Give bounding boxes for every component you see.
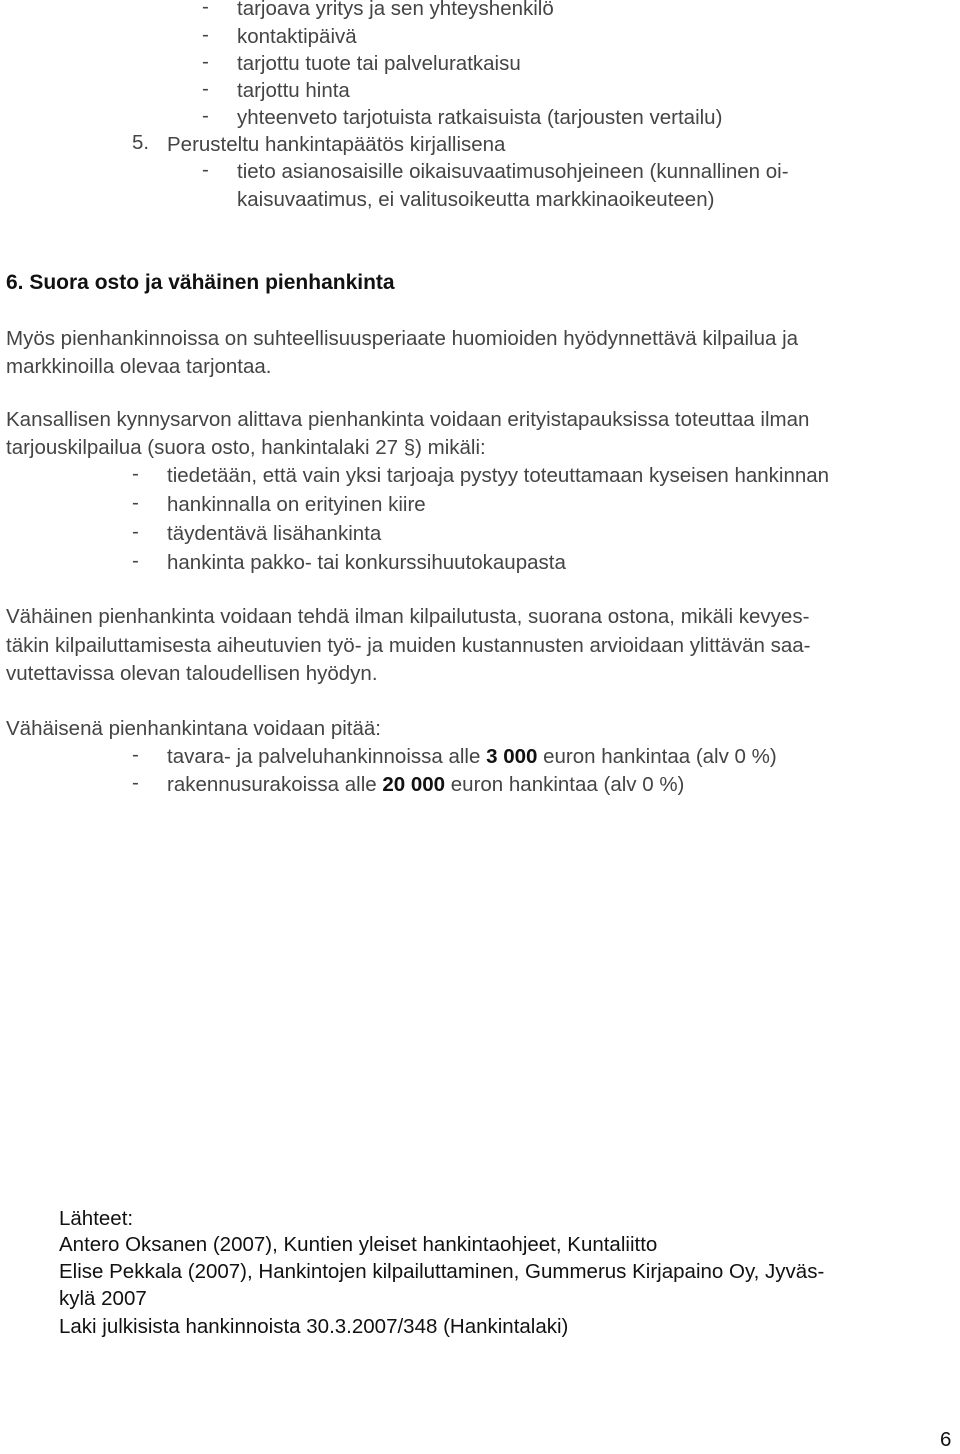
limit-text-after: euron hankintaa (alv 0 %): [537, 745, 777, 768]
list-item: [167, 771, 684, 799]
list-dash: -: [202, 0, 209, 18]
list-dash: -: [202, 104, 209, 127]
sources-label: Lähteet:: [59, 1207, 134, 1230]
limit-text-before: tavara- ja palveluhankinnoissa alle: [167, 745, 487, 768]
paragraph-line: vutettavissa olevan taloudellisen hyödyn.: [6, 662, 378, 685]
list-dash: -: [202, 23, 209, 46]
paragraph-line: Kansallisen kynnysarvon alittava pienhankinta voidaan erityistapauksissa toteuttaa ilman: [6, 408, 810, 431]
list-dash: -: [132, 462, 139, 485]
list-dash: -: [202, 158, 209, 181]
list-dash: -: [132, 491, 139, 514]
list-item: tieto asianosaisille oikaisuvaatimusohjeineen (kunnallinen oi-: [237, 160, 789, 183]
list-item: yhteenveto tarjotuista ratkaisuista (tarjousten vertailu): [237, 106, 723, 129]
limit-amount: 3 000: [486, 745, 538, 768]
paragraph-line: täkin kilpailuttamisesta aiheutuvien työ- ja muiden kustannusten arvioidaan ylittävän saa-: [6, 634, 811, 657]
step-number: 5.: [132, 131, 150, 154]
list-item-continuation: kaisuvaatimus, ei valitusoikeutta markkinaoikeuteen): [237, 188, 715, 211]
list-dash: -: [132, 520, 139, 543]
list-item: kontaktipäivä: [237, 25, 357, 48]
source-line: kylä 2007: [59, 1287, 147, 1310]
source-line: Laki julkisista hankinnoista 30.3.2007/348 (Hankintalaki): [59, 1315, 569, 1338]
list-dash: -: [132, 743, 139, 766]
source-line: Elise Pekkala (2007), Hankintojen kilpailuttaminen, Gummerus Kirjapaino Oy, Jyväs-: [59, 1260, 825, 1283]
limit-text-after: euron hankintaa (alv 0 %): [445, 773, 685, 796]
list-item: hankinta pakko- tai konkurssihuutokaupasta: [167, 551, 566, 574]
list-item: täydentävä lisähankinta: [167, 522, 382, 545]
list-dash: -: [202, 50, 209, 73]
list-item: tiedetään, että vain yksi tarjoaja pystyy toteuttamaan kyseisen hankinnan: [167, 464, 830, 487]
list-item: tarjottu hinta: [237, 79, 350, 102]
list-item: hankinnalla on erityinen kiire: [167, 493, 426, 516]
paragraph-line: Vähäinen pienhankinta voidaan tehdä ilman kilpailutusta, suorana ostona, mikäli kevyes-: [6, 605, 810, 628]
page-number: 6: [940, 1428, 952, 1451]
source-line: Antero Oksanen (2007), Kuntien yleiset hankintaohjeet, Kuntaliitto: [59, 1233, 658, 1256]
list-item: tarjoava yritys ja sen yhteyshenkilö: [237, 0, 554, 20]
limit-amount: 20 000: [382, 773, 446, 796]
list-item: tarjottu tuote tai palveluratkaisu: [237, 52, 521, 75]
section-heading: 6. Suora osto ja vähäinen pienhankinta: [6, 271, 395, 294]
limit-text-before: rakennusurakoissa alle: [167, 773, 383, 796]
paragraph-line: Vähäisenä pienhankintana voidaan pitää:: [6, 717, 381, 740]
paragraph-line: tarjouskilpailua (suora osto, hankintalaki 27 §) mikäli:: [6, 436, 486, 459]
step-title: Perusteltu hankintapäätös kirjallisena: [167, 133, 506, 156]
list-dash: -: [132, 549, 139, 572]
list-dash: -: [132, 771, 139, 794]
list-item: [167, 743, 777, 771]
paragraph-line: markkinoilla olevaa tarjontaa.: [6, 355, 272, 378]
paragraph-line: Myös pienhankinnoissa on suhteellisuusperiaate huomioiden hyödynnettävä kilpailua ja: [6, 327, 799, 350]
list-dash: -: [202, 77, 209, 100]
